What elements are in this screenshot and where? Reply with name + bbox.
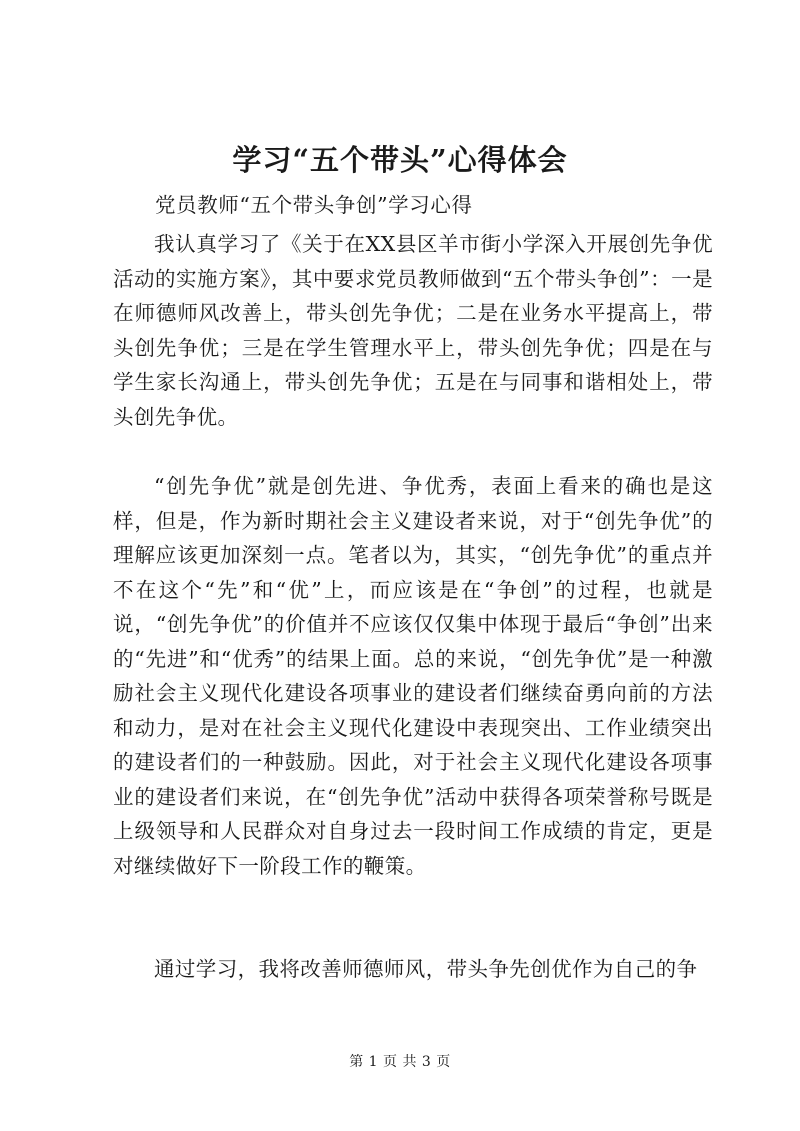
paragraph-2: “创先争优”就是创先进、争优秀，表面上看来的确也是这样，但是，作为新时期社会主义建设者来说，对于“创先争优”的理解应该更加深刻一点。笔者以为，其实，“创先争优”的重点并不在这个“先”和“优”上，而应该是在“争创”的过程，也就是说，“创先争优”的价值并不应该仅仅集中体现于最后“争创”出来的“先进”和“优秀”的结果上面。总的来说，“创先争优”是一种激励社会主义现代化建设各项事业的建设者们继续奋勇向前的方法和动力，是对在社会主义现代化建设中表现突出、工作业绩突出的建设者们的一种鼓励。因此，对于社会主义现代化建设各项事业的建设者们来说，在“创先争优”活动中获得各项荣誉称号既是上级领导和人民群众对自身过去一段时间工作成绩的肯定，更是对继续做好下一阶段工作的鞭策。 (113, 474, 713, 878)
document-subtitle: 党员教师“五个带头争创”学习心得 (155, 193, 473, 217)
page-footer: 第 1 页 共 3 页 (349, 1054, 451, 1070)
document-title: 学习“五个带头”心得体会 (232, 143, 568, 177)
paragraph-3: 通过学习，我将改善师德师风，带头争先创优作为自己的争 (154, 957, 698, 981)
paragraph-1: 我认真学习了《关于在XX县区羊市街小学深入开展创先争优活动的实施方案》，其中要求党员教师做到“五个带头争创”：一是在师德师风改善上，带头创先争优；二是在业务水平提高上，带头创先争优；三是在学生管理水平上，带头创先争优；四是在与学生家长沟通上，带头创先争优；五是在与同事和谐相处上，带头创先争优。 (113, 232, 713, 429)
